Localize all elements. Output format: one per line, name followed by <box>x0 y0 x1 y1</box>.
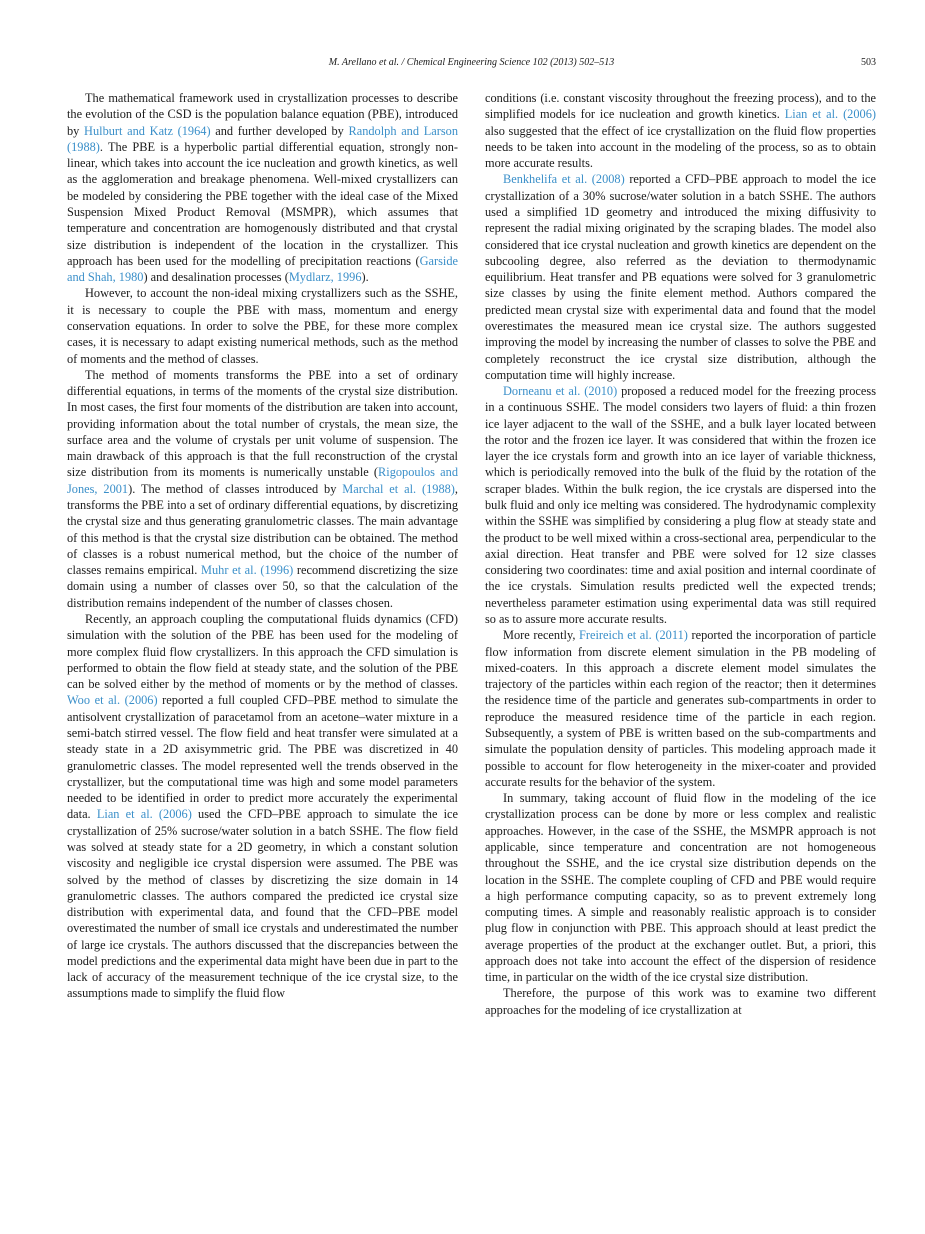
paragraph: conditions (i.e. constant viscosity throughout the freezing process), and to the simplified models for ice nucleation and growth kinetics. Lian et al. (2006) also suggested that the effect of ice crystallization on the fluid flow properties needs to be taken into account in the modeling of the process, so as to obtain more accurate results. <box>485 91 876 171</box>
citation-link[interactable]: Garside and Shah, 1980 <box>67 253 458 285</box>
paragraph: More recently, Freireich et al. (2011) reported the incorporation of particle flow information from discrete element simulation in the PB modeling of mixed-coaters. In this approach a discrete element model simulates the trajectory of the particles within each region of the reactor; then it determines the residence time of the particle and generates sub-compartments in order to reproduce the measured residence time of the particle in each region. Subsequently, a system of PBE is written based on the sub-compartments and simulate the population density of particles. This modeling approach made it possible to account for flow heterogeneity in the mixer-coater and provided accurate results for the behavior of the system. <box>485 628 877 789</box>
paragraph: Therefore, the purpose of this work was to examine two different approaches for the modeling of ice crystallization at <box>485 986 876 1017</box>
citation-link[interactable]: Muhr et al. (1996) <box>201 563 294 578</box>
page-number: 503 <box>861 57 876 68</box>
right-column <box>485 90 876 1018</box>
running-title: M. Arellano et al. / Chemical Engineering Science 102 (2013) 502–513 <box>328 57 615 68</box>
citation-link[interactable]: Randolph and Larson (1988) <box>67 123 458 154</box>
citation-link[interactable]: Benkhelifa et al. (2008) <box>503 172 625 187</box>
citation-link[interactable]: Freireich et al. (2011) <box>579 628 688 643</box>
paragraph: Recently, an approach coupling the computational fluids dynamics (CFD) simulation with the solution of the PBE has been used for the modeling of more complex fluid flow crystallizers. In this approach the CFD simulation is performed to obtain the flow field at steady state, and the solution of the PBE can be solved either by the method of moments or by the method of classes. Woo et al. (2006) reported a full coupled CFD–PBE method to simulate the antisolvent crystallization of paracetamol from an acetone–water mixture in a semi-batch stirred vessel. The flow field and heat transfer were simulated at a steady state in a 2D axisymmetric grid. The PBE was discretized in 40 granulometric classes. The model represented well the trends observed in the crystallizer, but the computational time was high and some model parameters needed to be identified in order to predict more accurately the experimental data. Lian et al. (2006) used the CFD–PBE approach to simulate the ice crystallization of 25% sucrose/water solution in a batch SSHE. The flow field was solved at steady state for a 2D geometry, in which a constant solution viscosity and negligible ice crystal dispersion were assumed. The PBE was solved by the method of classes by discretizing the size domain in 14 granulometric classes. The authors compared the predicted ice crystal size distribution with experimental data, and found that the CFD–PBE model overestimated the number of small ice crystals and underestimated the number of large ice crystals. The authors discussed that the discrepancies between the model predictions and the experimental data might have been due in part to the lack of accuracy of the measurement technique of the ice crystal size, to the assumptions made to simplify the fluid flow <box>67 612 458 1001</box>
citation-link[interactable]: Woo et al. (2006) <box>67 693 158 708</box>
citation-link[interactable]: Rigopoulos and Jones, 2001 <box>67 465 458 496</box>
paragraph: However, to account the non-ideal mixing crystallizers such as the SSHE, it is necessary to couple the PBE with mass, momentum and energy conservation equations. In order to solve the PBE, for these more complex cases, it is necessary to adapt existing numerical methods, such as the method of moments and the method of classes. <box>67 286 458 366</box>
citation-link[interactable]: Dorneanu et al. (2010) <box>503 384 618 399</box>
citation-link[interactable]: Hulburt and Katz (1964) <box>84 123 211 138</box>
paragraph: The method of moments transforms the PBE into a set of ordinary differential equations, in terms of the moments of the crystal size distribution. In most cases, the first four moments of the distribution are taken into account, providing information about the total number of crystals, the mean size, the surface area and the volume of crystals per unit volume of suspension. The main drawback of this approach is that the full reconstruction of the crystal size distribution from its moments is numerically unstable (Rigopoulos and Jones, 2001). The method of classes introduced by Marchal et al. (1988), transforms the PBE into a set of ordinary differential equations, by discretizing the crystal size and thus generating granulometric classes. The main advantage of this method is that the crystal size distribution can be obtained. The method of classes is a robust numerical method, but the choice of the number of classes remains empirical. Muhr et al. (1996) recommend discretizing the size domain using a number of classes over 50, so that the calculation of the distribution remains independent of the number of classes chosen. <box>67 367 459 610</box>
left-column <box>67 90 458 1002</box>
citation-link[interactable]: Mydlarz, 1996 <box>288 270 362 285</box>
paragraph: The mathematical framework used in crystallization processes to describe the evolution of the CSD is the population balance equation (PBE), introduced by Hulburt and Katz (1964) and further developed by Randolph and Larson (1988). The PBE is a hyperbolic partial differential equation, strongly non-linear, which takes into account the ice nucleation and growth kinetics, as well as the agglomeration and breakage phenomena. Well-mixed crystallizers can be modeled by considering the PBE together with the ideal case of the Mixed Suspension Mixed Product Removal (MSMPR), which assumes that temperature and concentration are homogenously distributed and that crystal size distribution is independent of the location in the crystallizer. This approach has been used for the modelling of precipitation reactions (Garside and Shah, 1980) and desalination processes (Mydlarz, 1996). <box>67 91 458 285</box>
citation-link[interactable]: Marchal et al. (1988) <box>342 481 455 496</box>
paragraph: Dorneanu et al. (2010) proposed a reduced model for the freezing process in a continuous SSHE. The model considers two layers of fluid: a thin frozen ice layer adjacent to the wall of the SSHE, and a bulk layer located between the rotor and the frozen ice layer. It was considered that within the frozen ice layer the ice crystals form and growth into an ice layer of variable thickness, which is periodically removed into the bulk of the fluid by the rotation of the scraper blades. Within the bulk region, the ice crystals are dispersed into the bulk fluid and only ice melting was considered. The hydrodynamic complexity within the SSHE was simplified by considering a plug flow at steady state and the product to be well mixed within a cross-sectional area, perpendicular to the axial direction. Heat transfer and PBE were solved for 12 size classes considering two coordinates: time and axial position and internal coordinate of the ice crystals. Simulation results predicted well the expected trends; nevertheless parameter estimation using experimental data was still required so as to assure more accurate results. <box>485 384 876 626</box>
paragraph: Benkhelifa et al. (2008) reported a CFD–PBE approach to model the ice crystallization of a 30% sucrose/water solution in a batch SSHE. The authors used a simplified 1D geometry and introduced the mixing diffusivity to represent the radial mixing originated by the scraping blades. The model also considered that ice crystal nucleation and growth kinetics are dependent on the subcooling degree, also referred as the deviation to thermodynamic equilibrium. Heat transfer and PB equations were solved for 3 granulometric size classes by using the finite element method. Authors compared the predicted mean crystal size with experimental data and found that the model overestimates the measured mean ice crystal size. The authors suggested improving the model by increasing the number of classes to solve the PBE and completely reconstruct the ice crystal size distribution, although the computation time will highly increase. <box>485 172 876 382</box>
paragraph: In summary, taking account of fluid flow in the modeling of the ice crystallization process can be done by more or less complex and realistic approaches. However, in the case of the SSHE, the MSMPR approach is not applicable, since temperature and concentration are not homogeneous throughout the SSHE, and the ice crystal size distribution depends on the location in the SSHE. The complete coupling of CFD and PBE would require a high performance computing capacity, so as to prevent extremely long computing times. A simple and reasonably realistic approach is to consider plug flow in conjunction with PBE. This approach should at least predict the average properties of the product at the exchanger outlet. But, a priori, this approach does not take into account the effect of the dispersion of residence time, in particular on the width of the ice crystal size distribution. <box>485 791 876 985</box>
running-head <box>67 56 876 70</box>
citation-link[interactable]: Lian et al. (2006) <box>96 807 192 822</box>
citation-link[interactable]: Lian et al. (2006) <box>784 107 876 122</box>
